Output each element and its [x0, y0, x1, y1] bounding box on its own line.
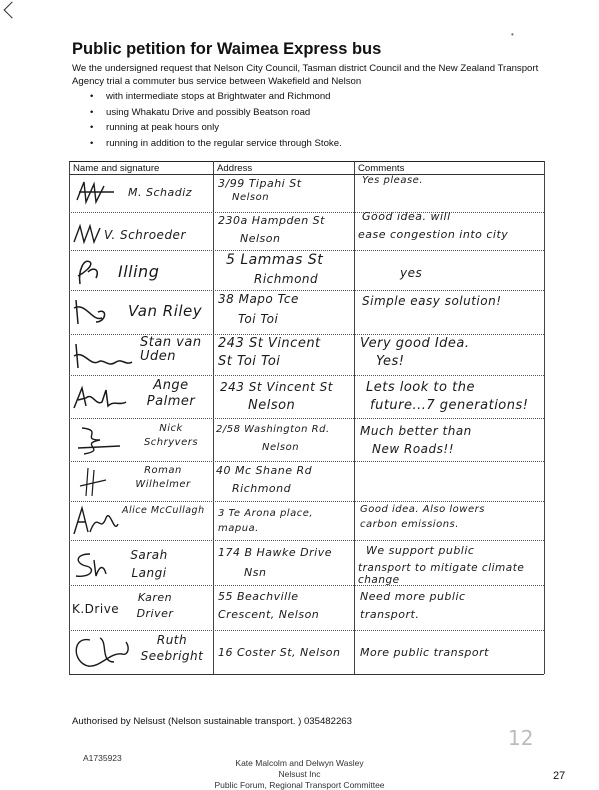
signer-name: Van Riley [128, 302, 203, 320]
comment-line: future...7 generations! [370, 398, 529, 413]
column-divider [544, 161, 545, 674]
header-name: Name and signature [73, 163, 160, 174]
signer-name: V. Schroeder [104, 228, 186, 242]
row-rule [69, 212, 544, 213]
address-line: St Toi Toi [218, 354, 281, 369]
document-id: A1735923 [83, 753, 122, 763]
address-line: Richmond [254, 272, 319, 286]
address-line: Crescent, Nelson [218, 608, 320, 621]
signature-scribble [74, 178, 124, 206]
comment-line: We support public [366, 544, 475, 557]
signer-name: Nick Schryvers [143, 423, 199, 448]
comment-line: carbon emissions. [360, 519, 459, 530]
address-line: 243 St Vincent St [220, 380, 333, 394]
table-bottom-rule [69, 674, 544, 675]
signer-name: Ruth Seebright [140, 633, 204, 663]
signer-name: Alice McCullagh [122, 505, 205, 516]
comment-line: Yes please. [362, 175, 423, 186]
signature-scribble [70, 550, 110, 580]
address-line: 2/58 Washington Rd. [216, 424, 330, 435]
comment-line: ease congestion into city [358, 228, 509, 241]
comment-line: Simple easy solution! [362, 294, 502, 308]
comment-line: New Roads!! [372, 442, 455, 456]
comment-line: transport to mitigate climate change [358, 562, 525, 586]
address-line: 40 Mc Shane Rd [216, 464, 313, 477]
row-rule [69, 375, 544, 376]
address-line: Nelson [248, 398, 296, 413]
row-rule [69, 250, 544, 251]
address-line: 243 St Vincent [218, 336, 321, 351]
row-rule [69, 630, 544, 631]
address-line: 16 Coster St, Nelson [218, 646, 341, 659]
signature-scribble [72, 384, 128, 412]
authorised-by: Authorised by Nelsust (Nelson sustainable transport. ) 035482263 [72, 716, 352, 727]
signer-name: Sarah Langi [130, 548, 168, 580]
signer-name: Karen Driver [136, 591, 174, 620]
address-line: 5 Lammas St [226, 252, 324, 268]
signature-scribble [76, 466, 110, 498]
address-line: Nelson [262, 442, 300, 453]
condition-item: • running at peak hours only [90, 120, 342, 136]
address-line: 55 Beachville [218, 590, 299, 603]
row-rule [69, 501, 544, 502]
petition-intro: We the undersigned request that Nelson City Council, Tasman district Council and the New Zealand Transport Agency trial a commuter bus service between Wakefield and Nelson [72, 63, 539, 87]
comment-line: transport. [360, 608, 420, 621]
footer-line: Public Forum, Regional Transport Committee [214, 780, 385, 790]
header-comments: Comments [358, 163, 405, 174]
condition-item: • running in addition to the regular service through Stoke. [90, 136, 342, 152]
document-title: Public petition for Waimea Express bus [72, 40, 382, 58]
footer-line: Nelsust Inc [278, 769, 321, 779]
page-footer [0, 758, 599, 790]
address-line: Nelson [232, 192, 270, 203]
signer-name: Ange Palmer [146, 378, 196, 409]
address-line: 174 B Hawke Drive [218, 546, 333, 559]
comment-line: yes [400, 266, 423, 280]
comment-line: More public transport [360, 646, 489, 659]
handwritten-page-mark: 12 [508, 726, 534, 750]
address-line: 3 Te Arona place, [218, 508, 314, 519]
condition-item: • using Whakatu Drive and possibly Beatson road [90, 105, 342, 121]
signature-scribble [72, 340, 134, 372]
row-rule [69, 290, 544, 291]
signature-scribble [74, 424, 124, 458]
signature-scribble [72, 222, 102, 246]
comment-line: Lets look to the [366, 380, 475, 395]
signature-scribble [70, 632, 132, 672]
address-line: 230a Hampden St [218, 214, 325, 227]
header-rule [69, 174, 544, 175]
signature-scribble [74, 256, 104, 286]
signer-name: Illing [118, 262, 160, 281]
address-line: Nelson [240, 232, 281, 245]
signer-name: Roman Wilhelmer [135, 465, 191, 490]
address-line: Richmond [232, 482, 292, 495]
header-address: Address [217, 163, 253, 174]
comment-line: Very good Idea. [360, 336, 470, 351]
signature-mark: K.Drive [72, 602, 120, 616]
corner-scan-mark [4, 2, 21, 19]
comment-line: Yes! [376, 354, 405, 369]
condition-item: • with intermediate stops at Brightwater and Richmond [90, 89, 342, 105]
footer-line: Kate Malcolm and Delwyn Wasley [235, 758, 364, 768]
signature-scribble [72, 294, 112, 328]
signature-scribble [70, 504, 122, 538]
comment-line: Good idea. will [362, 210, 451, 223]
comment-line: Much better than [360, 424, 472, 438]
row-rule [69, 461, 544, 462]
address-line: Toi Toi [238, 312, 279, 326]
row-rule [69, 540, 544, 541]
comment-line: Good idea. Also lowers [360, 504, 485, 515]
address-line: 38 Mapo Tce [218, 292, 299, 306]
address-line: mapua. [218, 523, 259, 534]
address-line: 3/99 Tipahi St [218, 177, 302, 190]
signer-name: M. Schadiz [128, 186, 193, 199]
comment-line: Need more public [360, 590, 466, 603]
signer-name: Stan van Uden [140, 335, 202, 364]
row-rule [69, 418, 544, 419]
address-line: Nsn [244, 566, 267, 579]
page-number: 27 [553, 770, 566, 782]
petition-conditions [90, 89, 342, 151]
scan-dot-mark: • [511, 30, 514, 39]
